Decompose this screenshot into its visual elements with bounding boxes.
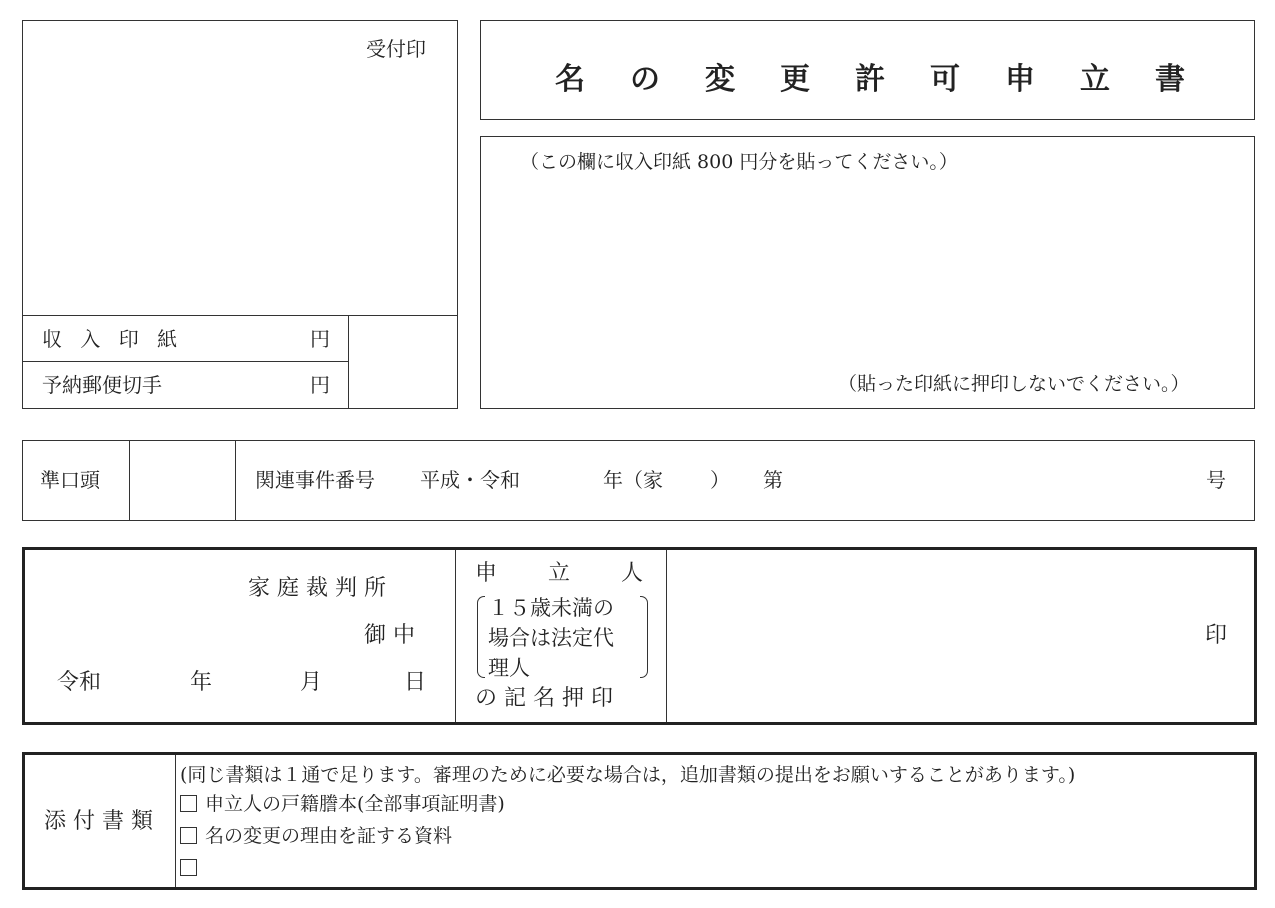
divider <box>23 361 348 362</box>
revenue-stamp-label: 収 入 印 紙 <box>42 327 184 351</box>
postage-unit: 円 <box>310 373 330 397</box>
divider <box>348 315 349 408</box>
attachments-note: (同じ書類は１通で足ります。審理のために必要な場合は，追加書類の提出をお願いすることがあります。) <box>180 764 1076 786</box>
open-bracket <box>477 596 485 678</box>
attachment-item-label: 申立人の戸籍謄本(全部事項証明書) <box>205 793 505 815</box>
title-char: 更 <box>780 62 810 97</box>
title-char: 可 <box>930 62 960 97</box>
stamp-note: （貼った印紙に押印しないでください。） <box>838 373 1190 395</box>
year-text: 年（家 <box>603 468 663 492</box>
checkbox[interactable] <box>180 827 197 844</box>
attachment-item[interactable] <box>180 859 205 878</box>
attachment-item[interactable] <box>180 827 452 846</box>
divider <box>175 755 176 887</box>
date-day: 日 <box>404 670 427 695</box>
applicant-paren-line3: 理人 <box>488 656 530 680</box>
divider <box>666 550 667 722</box>
title-char: 許 <box>855 62 885 97</box>
title-char: の <box>630 62 660 97</box>
related-case-label: 関連事件番号 <box>255 468 375 492</box>
revenue-stamp-unit: 円 <box>310 327 330 351</box>
onchuu: 御 中 <box>364 623 415 648</box>
applicant-label: 申 立 人 <box>475 561 665 586</box>
document-title <box>555 54 1185 97</box>
jun-kouto-label: 準口頭 <box>40 468 100 492</box>
title-char: 書 <box>1155 62 1185 97</box>
close-bracket <box>640 596 648 678</box>
title-char: 申 <box>1005 62 1035 97</box>
divider <box>129 441 130 520</box>
title-char: 変 <box>705 62 735 97</box>
court-name: 家 庭 裁 判 所 <box>248 576 386 601</box>
stamp-instruction: （この欄に収入印紙 800 円分を貼ってください。） <box>520 151 958 173</box>
date-year: 年 <box>190 670 213 695</box>
dai-text: 第 <box>763 468 783 492</box>
date-month: 月 <box>300 670 323 695</box>
gou-text: 号 <box>1206 468 1226 492</box>
title-char: 名 <box>555 62 585 97</box>
seal-mark: 印 <box>1205 623 1228 648</box>
attachment-item[interactable] <box>180 795 505 814</box>
close-paren: ） <box>710 468 730 492</box>
title-char: 立 <box>1080 62 1110 97</box>
applicant-paren-line1: １５歳未満の <box>488 596 614 620</box>
checkbox[interactable] <box>180 859 197 876</box>
date-era: 令和 <box>57 670 102 695</box>
attachments-label: 添 付 書 類 <box>44 809 153 834</box>
revenue-stamp-area <box>480 136 1255 409</box>
era-text: 平成・令和 <box>420 468 520 492</box>
divider <box>455 550 456 722</box>
applicant-label-bottom: の 記 名 押 印 <box>475 686 613 711</box>
checkbox[interactable] <box>180 795 197 812</box>
postage-label: 予納郵便切手 <box>42 373 162 397</box>
attachment-item-label: 名の変更の理由を証する資料 <box>205 825 453 847</box>
receipt-stamp-label: 受付印 <box>366 37 426 61</box>
applicant-paren-line2: 場合は法定代 <box>488 626 614 650</box>
divider <box>23 315 457 316</box>
divider <box>235 441 236 520</box>
